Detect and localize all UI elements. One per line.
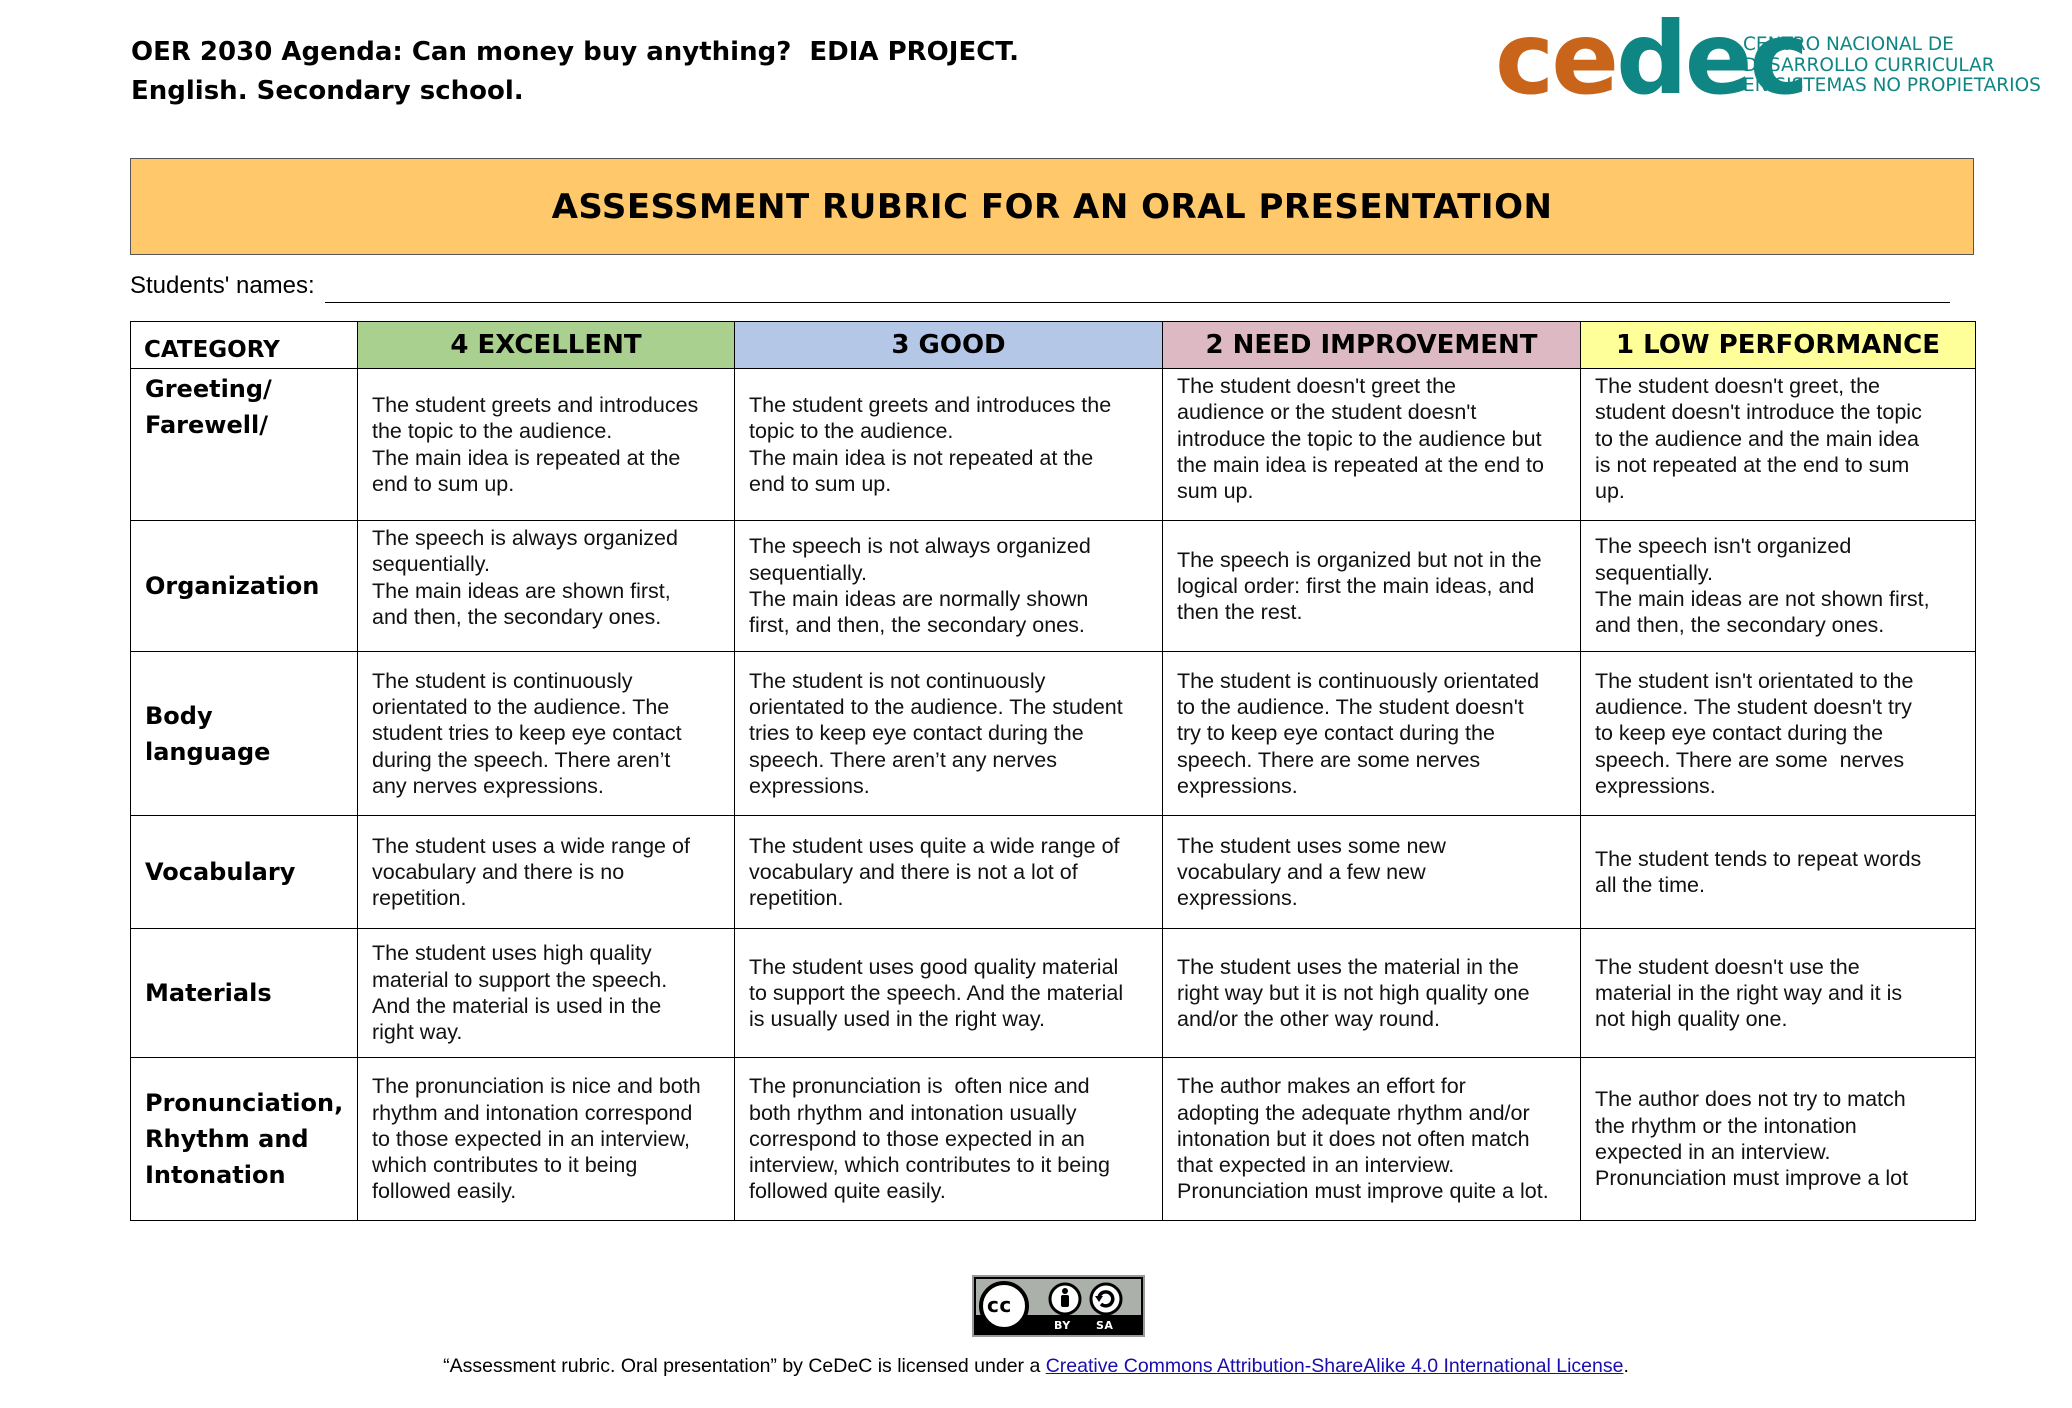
- rubric-table: [130, 321, 1976, 1221]
- cell-line: adopting the adequate rhythm and/or: [1177, 1100, 1530, 1125]
- category-cell: [131, 369, 358, 521]
- cell-need-improvement: [1163, 652, 1581, 816]
- cell-line: to those expected in an interview,: [372, 1126, 690, 1151]
- cell-line: audience or the student doesn't: [1177, 400, 1477, 425]
- cell-low-performance: [1581, 816, 1976, 929]
- cell-line: orientated to the audience. The student: [749, 695, 1123, 720]
- cell-line: and then, the secondary ones.: [1595, 613, 1885, 638]
- cc-badge-sa-text: SA: [1096, 1319, 1114, 1332]
- logo-subtitle-line: DESARROLLO CURRICULAR: [1743, 54, 1995, 76]
- cell-line: orientated to the audience. The: [372, 695, 670, 720]
- cell-good: [735, 816, 1163, 929]
- cell-line: repetition.: [372, 886, 467, 911]
- cell-line: The speech is always organized: [372, 526, 678, 550]
- cell-line: all the time.: [1595, 873, 1705, 897]
- cell-low-performance: [1581, 369, 1976, 521]
- rubric-row-vocabulary: [131, 816, 1976, 929]
- cell-line: right way.: [372, 1020, 463, 1045]
- cell-line: then the rest.: [1177, 600, 1303, 625]
- cell-line: Pronunciation must improve a lot: [1595, 1166, 1909, 1191]
- header-low-performance: 1 LOW PERFORMANCE: [1581, 322, 1976, 369]
- cell-line: speech. There are some nerves: [1595, 747, 1905, 772]
- cell-good: [735, 1058, 1163, 1221]
- category-line: Pronunciation,: [145, 1089, 344, 1117]
- cell-line: The student tends to repeat words: [1595, 846, 1922, 871]
- cell-line: speech. There are some nerves: [1177, 747, 1481, 772]
- category-line: Vocabulary: [145, 858, 296, 886]
- cell-line: sequentially.: [749, 560, 867, 585]
- cell-line: vocabulary and there is no: [372, 859, 625, 884]
- category-cell: [131, 816, 358, 929]
- cell-line: speech. There aren’t any nerves: [749, 747, 1057, 772]
- cedec-logo-subtitle: [1743, 35, 2041, 97]
- cell-line: The student is continuously: [372, 668, 633, 693]
- logo-subtitle-line: CENTRO NACIONAL DE: [1743, 34, 1954, 55]
- cell-line: The student doesn't greet the: [1177, 374, 1457, 398]
- cell-line: expected in an interview.: [1595, 1140, 1831, 1164]
- cell-excellent: [358, 816, 735, 929]
- cell-line: to the audience. The student doesn't: [1177, 695, 1524, 720]
- cell-good: [735, 521, 1163, 652]
- cell-good: [735, 929, 1163, 1058]
- cell-line: expressions.: [1177, 886, 1298, 911]
- cell-line: The main idea is repeated at the: [372, 445, 681, 470]
- cell-line: during the speech. There aren’t: [372, 747, 671, 772]
- category-line: Rhythm and: [145, 1125, 309, 1153]
- cell-line: audience. The student doesn't try: [1595, 695, 1912, 720]
- cell-line: try to keep eye contact during the: [1177, 721, 1495, 746]
- cell-line: vocabulary and there is not a lot of: [749, 859, 1078, 884]
- logo-subtitle-line: EN SISTEMAS NO PROPIETARIOS: [1743, 75, 2041, 96]
- license-link[interactable]: Creative Commons Attribution-ShareAlike 4.0 International License: [1045, 1355, 1624, 1377]
- cell-line: material in the right way and it is: [1595, 980, 1903, 1005]
- cell-line: material to support the speech.: [372, 967, 668, 992]
- cell-line: The student doesn't greet, the: [1595, 374, 1880, 398]
- cell-excellent: [358, 1058, 735, 1221]
- cell-line: The student uses the material in the: [1177, 954, 1519, 979]
- document-header: [131, 33, 1019, 111]
- students-names-blank-line: [325, 302, 1950, 303]
- cell-line: The pronunciation is often nice and: [749, 1074, 1090, 1099]
- cell-line: and/or the other way round.: [1177, 1007, 1440, 1032]
- cell-excellent: [358, 652, 735, 816]
- cell-line: The main ideas are shown first,: [372, 578, 671, 603]
- cell-line: The main ideas are normally shown: [749, 587, 1089, 611]
- cell-line: student doesn't introduce the topic: [1595, 400, 1922, 425]
- cell-line: The main ideas are not shown first,: [1595, 587, 1930, 611]
- category-line: Materials: [145, 979, 272, 1007]
- cc-badge-text: cc: [987, 1293, 1012, 1317]
- cell-line: rhythm and intonation correspond: [372, 1100, 693, 1125]
- cell-line: which contributes to it being: [372, 1153, 638, 1178]
- category-line: language: [145, 737, 271, 766]
- rubric-header-row: [131, 322, 1976, 369]
- cell-line: The student doesn't use the: [1595, 954, 1860, 979]
- cell-line: expressions.: [1595, 773, 1716, 798]
- cell-line: The student is not continuously: [749, 668, 1046, 693]
- cell-line: The student uses a wide range of: [372, 833, 690, 858]
- rubric-row-body-language: [131, 652, 1976, 816]
- cell-line: to keep eye contact during the: [1595, 721, 1884, 746]
- cell-line: The student uses some new: [1177, 833, 1446, 858]
- cell-excellent: [358, 929, 735, 1058]
- cell-line: not high quality one.: [1595, 1007, 1788, 1032]
- cell-line: Pronunciation must improve quite a lot.: [1177, 1179, 1549, 1204]
- cell-line: end to sum up.: [372, 471, 515, 496]
- cell-line: sequentially.: [372, 552, 490, 577]
- cell-line: And the material is used in the: [372, 994, 662, 1018]
- cell-good: [735, 369, 1163, 521]
- cell-line: both rhythm and intonation usually: [749, 1100, 1077, 1125]
- cell-line: the topic to the audience.: [372, 419, 613, 444]
- students-names-label: Students' names:: [130, 272, 315, 299]
- cell-need-improvement: [1163, 816, 1581, 929]
- cell-low-performance: [1581, 1058, 1976, 1221]
- cell-line: followed quite easily.: [749, 1179, 946, 1204]
- cell-line: The speech isn't organized: [1595, 534, 1852, 559]
- cell-line: The student greets and introduces the: [749, 392, 1112, 417]
- rubric-row-materials: [131, 929, 1976, 1058]
- cell-line: The student isn't orientated to the: [1595, 668, 1914, 693]
- cell-line: logical order: first the main ideas, and: [1177, 573, 1535, 598]
- cell-good: [735, 652, 1163, 816]
- cell-need-improvement: [1163, 521, 1581, 652]
- cell-line: The student uses quite a wide range of: [749, 833, 1120, 858]
- cell-line: The student greets and introduces: [372, 392, 699, 417]
- cell-line: the main idea is repeated at the end to: [1177, 452, 1544, 477]
- cell-line: end to sum up.: [749, 471, 892, 496]
- cell-excellent: [358, 369, 735, 521]
- cedec-logo: [1495, 0, 2041, 117]
- category-line: Body: [145, 701, 213, 730]
- cell-line: to support the speech. And the material: [749, 980, 1124, 1005]
- logo-word-part-2: dec: [1616, 0, 1806, 117]
- cell-line: The pronunciation is nice and both: [372, 1074, 701, 1099]
- header-need-improvement: 2 NEED IMPROVEMENT: [1163, 322, 1581, 369]
- cell-line: The speech is organized but not in the: [1177, 547, 1542, 572]
- cell-line: first, and then, the secondary ones.: [749, 613, 1085, 638]
- cell-line: that expected in an interview.: [1177, 1153, 1455, 1178]
- cell-low-performance: [1581, 652, 1976, 816]
- cell-low-performance: [1581, 929, 1976, 1058]
- category-cell: [131, 521, 358, 652]
- cell-line: interview, which contributes to it being: [749, 1153, 1110, 1178]
- header-excellent: 4 EXCELLENT: [358, 322, 735, 369]
- cell-need-improvement: [1163, 369, 1581, 521]
- cell-line: vocabulary and a few new: [1177, 859, 1426, 884]
- cell-line: any nerves expressions.: [372, 773, 604, 798]
- rubric-title: ASSESSMENT RUBRIC FOR AN ORAL PRESENTATION: [551, 186, 1553, 227]
- rubric-row-greeting: [131, 369, 1976, 521]
- cell-line: expressions.: [749, 773, 870, 798]
- cell-line: right way but it is not high quality one: [1177, 980, 1530, 1005]
- cell-line: student tries to keep eye contact: [372, 721, 682, 746]
- header-line-2: English. Secondary school.: [131, 76, 524, 106]
- cell-line: topic to the audience.: [749, 419, 954, 444]
- cell-line: The main idea is not repeated at the: [749, 445, 1094, 470]
- cell-excellent: [358, 521, 735, 652]
- cell-line: The speech is not always organized: [749, 534, 1091, 559]
- cell-line: to the audience and the main idea: [1595, 426, 1919, 451]
- rubric-row-organization: [131, 521, 1976, 652]
- cell-line: intonation but it does not often match: [1177, 1126, 1530, 1151]
- header-good: 3 GOOD: [735, 322, 1163, 369]
- cell-line: and then, the secondary ones.: [372, 604, 662, 629]
- cell-line: The student uses good quality material: [749, 954, 1119, 979]
- cell-line: expressions.: [1177, 773, 1298, 798]
- cell-need-improvement: [1163, 1058, 1581, 1221]
- cell-line: The author does not try to match: [1595, 1087, 1906, 1112]
- cell-line: followed easily.: [372, 1179, 517, 1204]
- cell-line: sum up.: [1177, 479, 1254, 504]
- category-line: Greeting/: [145, 375, 272, 403]
- cell-line: is usually used in the right way.: [749, 1007, 1045, 1032]
- cell-need-improvement: [1163, 929, 1581, 1058]
- category-line: Intonation: [145, 1161, 286, 1189]
- cell-line: The student uses high quality: [372, 941, 652, 966]
- cell-line: repetition.: [749, 886, 844, 911]
- creative-commons-badge[interactable]: [972, 1275, 1145, 1337]
- cell-line: the rhythm or the intonation: [1595, 1113, 1857, 1138]
- category-cell: [131, 652, 358, 816]
- category-line: Organization: [145, 572, 320, 600]
- cc-badge-by-text: BY: [1054, 1319, 1071, 1332]
- category-cell: [131, 1058, 358, 1221]
- header-line-1: OER 2030 Agenda: Can money buy anything? EDIA PROJECT.: [131, 37, 1019, 67]
- cell-line: sequentially.: [1595, 560, 1713, 585]
- cell-low-performance: [1581, 521, 1976, 652]
- cell-line: is not repeated at the end to sum: [1595, 452, 1910, 477]
- category-cell: [131, 929, 358, 1058]
- cell-line: correspond to those expected in an: [749, 1126, 1085, 1151]
- category-line: Farewell/: [145, 411, 268, 439]
- logo-word-part-1: ce: [1495, 0, 1617, 117]
- cell-line: introduce the topic to the audience but: [1177, 426, 1542, 451]
- rubric-title-banner: [130, 158, 1974, 255]
- license-prefix: “Assessment rubric. Oral presentation” by CeDeC is licensed under a: [443, 1355, 1046, 1377]
- cell-line: up.: [1595, 479, 1625, 504]
- cell-line: The student is continuously orientated: [1177, 668, 1540, 693]
- license-statement: [0, 1355, 2072, 1378]
- rubric-row-pronunciation: [131, 1058, 1976, 1221]
- cell-line: The author makes an effort for: [1177, 1074, 1466, 1099]
- header-category: CATEGORY: [131, 322, 358, 369]
- cell-line: tries to keep eye contact during the: [749, 721, 1084, 746]
- license-suffix: .: [1623, 1355, 1629, 1377]
